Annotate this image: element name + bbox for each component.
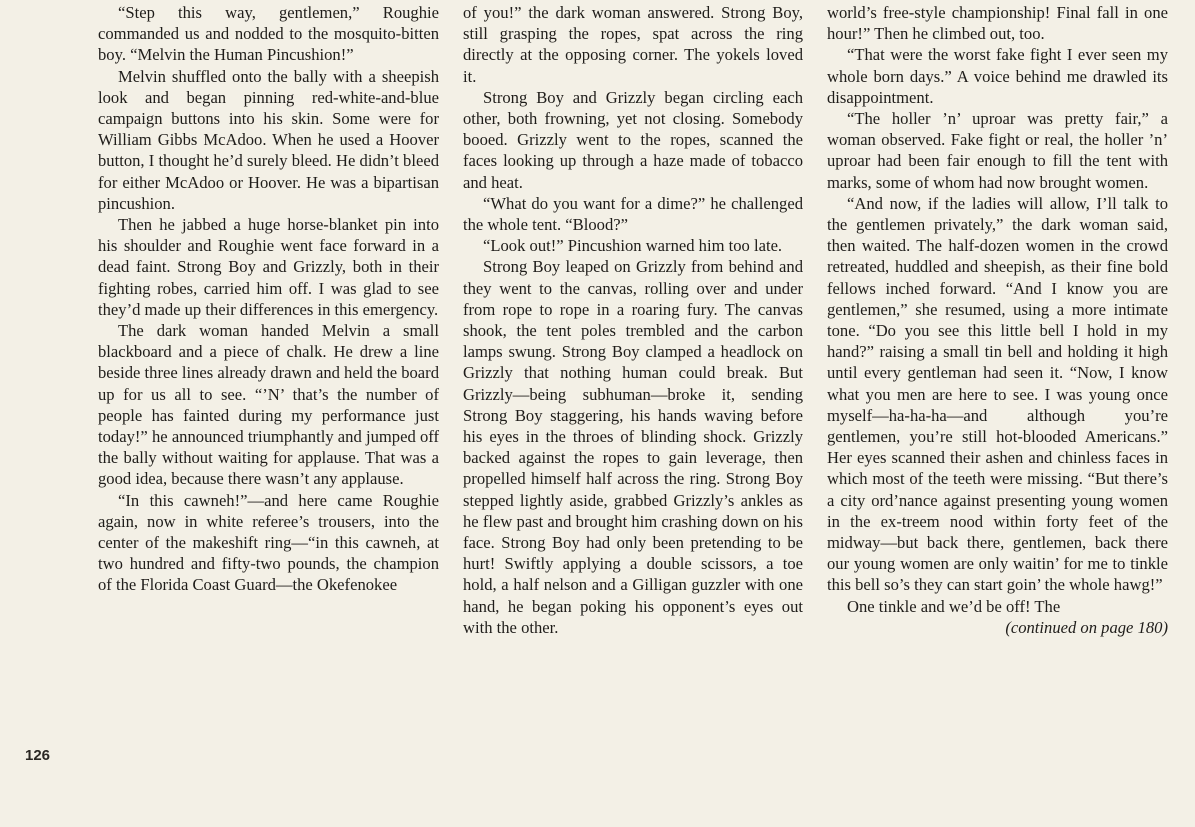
paragraph-text: Melvin shuffled onto the bally with a sheepish look and began pinning red-white-and-blue campaign buttons into his skin. Some were for William Gibbs McAdoo. When he used a Hoover button, I thought he’d surely bleed. He didn’t bleed for either McAdoo or Hoover. He was a bipartisan pincushion. [98,66,439,213]
paragraph-text: The dark woman handed Melvin a small blackboard and a piece of chalk. He drew a line beside three lines already drawn and held the board up for us all to see. “’N’ that’s the number of people has fainted during my performance just today!” he announced triumphantly and jumped off the bally without waiting for applause. That was a good idea, because there wasn’t any applause. [98,321,439,489]
paragraph [463,235,803,256]
text-column-3 [827,2,1168,638]
paragraph-text: “In this cawneh!”—and here came Roughie again, now in white referee’s trousers, into the center of the makeshift ring—“in this cawneh, at two hundred and fifty-two pounds, the champion of the Florida Coast Guard—the Okefenokee [98,490,439,595]
paragraph [827,44,1168,108]
paragraph-text: “What do you want for a dime?” he challenged the whole tent. “Blood?” [463,193,803,235]
text-column-2 [463,2,803,638]
paragraph-text: Then he jabbed a huge horse-blanket pin into his shoulder and Roughie went face forward in a dead faint. Strong Boy and Grizzly, both in their fighting robes, carried him off. I was glad to see they’d made up their differences in this emergency. [98,215,439,319]
paragraph-text: “And now, if the ladies will allow, I’ll talk to the gentlemen privately,” the dark woman said, then waited. The half-dozen women in the crowd retreated, huddled and sheepish, as their fine bold fellows inched forward. “And I know you are gentlemen,” she resumed, using a more intimate tone. “Do you see this little bell I hold in my hand?” raising a small tin bell and holding it high until every gentleman had seen it. “Now, I know what you men are here to see. I was young once myself—ha-ha-ha—and although you’re gentlemen, you’re still hot-blooded Americans.” Her eyes scanned their ashen and chinless faces in which most of the teeth were missing. “But there’s a city ord’nance against presenting young women in the ex-treem nood within forty feet of the midway—but back there, gentlemen, back there our young women are only waitin’ for me to tinkle this bell so’s they can start goin’ the whole hawg!” [827,193,1168,595]
paragraph [463,87,803,193]
paragraph-text: “The holler ’n’ uproar was pretty fair,” a woman observed. Fake fight or real, the holler ’n’ uproar had been fair enough to fill the tent with marks, some of whom had now brought women. [827,109,1168,192]
paragraph-text: One tinkle and we’d be off! The [847,596,1061,616]
text-column-1 [98,2,439,596]
paragraph [463,2,803,87]
paragraph [98,214,439,320]
paragraph [827,108,1168,193]
paragraph-text: Strong Boy and Grizzly began circling each other, both frowning, yet not closing. Somebody booed. Grizzly went to the ropes, scanned the faces looking up through a haze made of tobacco and heat. [463,87,803,192]
paragraph-text: Strong Boy leaped on Grizzly from behind and they went to the canvas, rolling over and under from rope to rope in a roaring fury. The canvas shook, the tent poles trembled and the carbon lamps swung. Strong Boy clamped a headlock on Grizzly that nothing human could break. But Grizzly—being subhuman—broke it, sending Strong Boy staggering, his hands waving before his eyes in the throes of blinding shock. Grizzly backed against the ropes to gain leverage, then propelled himself half across the ring. Strong Boy stepped lightly aside, grabbed Grizzly’s ankles as he flew past and brought him crashing down on his face. Strong Boy had only been pretending to be hurt! Swiftly applying a double scissors, a toe hold, a half nelson and a Gilligan guzzler with one hand, he began poking his opponent’s eyes out with the other. [463,257,803,637]
paragraph-text: “Step this way, gentlemen,” Roughie commanded us and nodded to the mosquito-bitten boy. “Melvin the Human Pincushion!” [98,3,439,65]
page-number: 126 [25,747,51,764]
paragraph-text: world’s free-style championship! Final fall in one hour!” Then he climbed out, too. [827,3,1168,44]
paragraph [463,193,803,235]
paragraph [98,490,439,596]
paragraph [98,2,439,66]
paragraph-text: of you!” the dark woman answered. Strong Boy, still grasping the ropes, spat across the ring directly at the opposing corner. The yokels loved it. [463,3,803,86]
continued-notice: (continued on page 180) [1005,617,1168,637]
paragraph [827,193,1168,596]
paragraph-text: “That were the worst fake fight I ever seen my whole born days.” A voice behind me drawled its disappointment. [827,45,1168,107]
paragraph [98,320,439,490]
paragraph [98,66,439,214]
paragraph [827,596,1168,617]
paragraph-text: “Look out!” Pincushion warned him too late. [483,236,783,256]
paragraph [463,256,803,638]
paragraph [827,2,1168,44]
